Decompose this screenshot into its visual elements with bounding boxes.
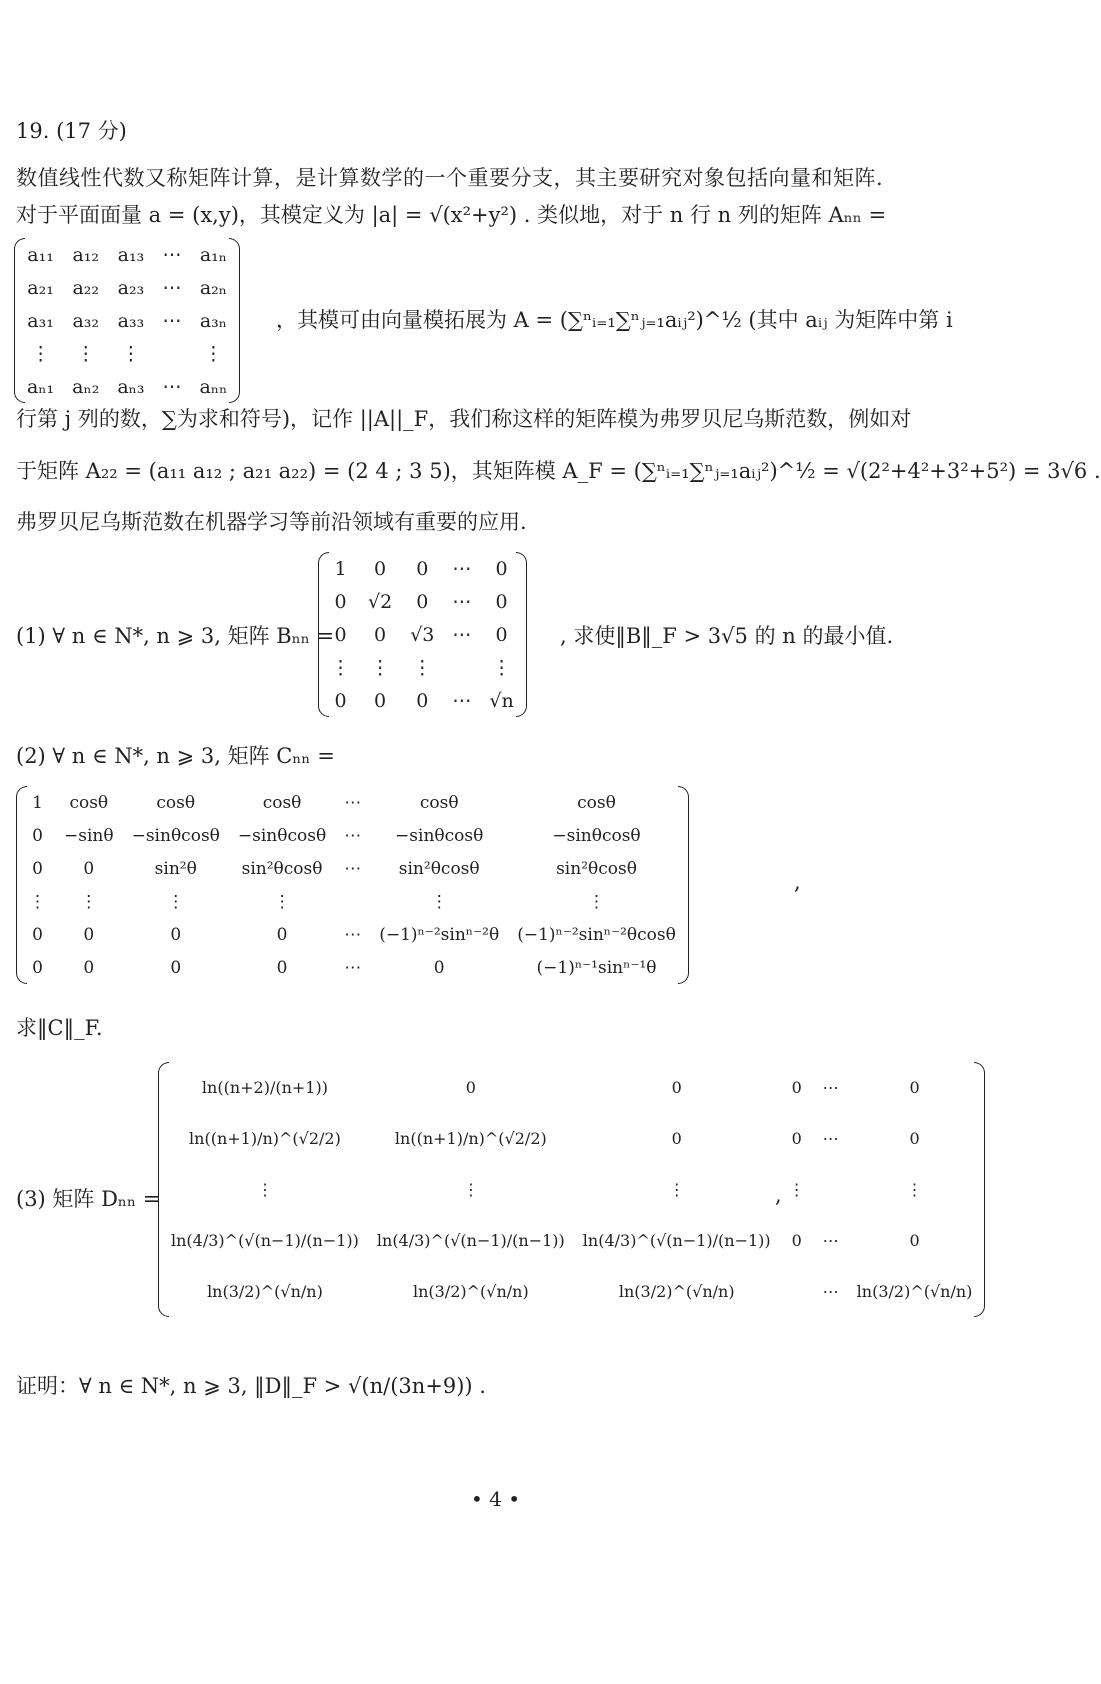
matrix-row <box>18 304 236 337</box>
matrix-cell: 0 <box>416 557 429 580</box>
matrix-cell: √2 <box>368 590 393 613</box>
matrix-cell: ln(4/3)^(√(n−1)/(n−1)) <box>582 1231 771 1250</box>
matrix-cell: sin²θ <box>154 858 197 879</box>
matrix-cell: cosθ <box>419 792 459 813</box>
matrix-cell: ln(4/3)^(√(n−1)/(n−1)) <box>171 1231 359 1250</box>
matrix-cell: ⋯ <box>822 1078 839 1097</box>
matrix-cell: 0 <box>32 957 43 978</box>
matrix-cell: a₂₃ <box>117 276 145 299</box>
matrix-a-table <box>18 238 236 403</box>
matrix-cell: ⋯ <box>162 375 182 398</box>
matrix-cell: −sinθ <box>64 825 114 846</box>
matrix-cell: ⋯ <box>822 1129 839 1148</box>
intro-line-5: 于矩阵 A₂₂ = (a₁₁ a₁₂ ; a₂₁ a₂₂) = (2 4 ; 3 5)，其矩阵模 A_F = (∑ⁿᵢ₌₁∑ⁿⱼ₌₁aᵢⱼ²)^½ = √(2²+4²+3²+5²) = 3√6 . <box>16 459 1101 483</box>
matrix-cell: −sinθcosθ <box>131 825 220 846</box>
matrix-row <box>162 1062 981 1113</box>
matrix-cell: a₃₂ <box>72 309 100 332</box>
matrix-cell: ⋯ <box>344 825 362 846</box>
matrix-cell: ⋮ <box>668 1180 685 1199</box>
matrix-row <box>20 885 685 918</box>
matrix-row <box>322 684 523 717</box>
matrix-cell: 0 <box>909 1078 920 1097</box>
matrix-row <box>20 951 685 984</box>
matrix-cell: 0 <box>32 924 43 945</box>
matrix-cell: cosθ <box>577 792 616 813</box>
matrix-cell: ln(4/3)^(√(n−1)/(n−1)) <box>376 1231 565 1250</box>
matrix-cell: √3 <box>410 623 435 646</box>
matrix-cell: 0 <box>495 590 508 613</box>
matrix-cell <box>814 1164 848 1215</box>
matrix-row <box>322 618 523 651</box>
matrix-cell: 0 <box>334 590 347 613</box>
matrix-cell: ⋯ <box>452 590 472 613</box>
matrix-row <box>18 370 236 403</box>
matrix-cell: ⋯ <box>822 1282 839 1301</box>
matrix-cell: 0 <box>334 689 347 712</box>
matrix-cell <box>443 651 480 684</box>
matrix-cell: a₁₂ <box>72 243 100 266</box>
matrix-b <box>322 552 523 717</box>
matrix-cell: ln(3/2)^(√n/n) <box>207 1282 323 1301</box>
matrix-cell <box>335 885 370 918</box>
page-number: • 4 • <box>470 1487 521 1511</box>
matrix-cell: ⋯ <box>344 957 362 978</box>
matrix-cell: ⋮ <box>788 1180 805 1199</box>
matrix-cell: 0 <box>791 1231 802 1250</box>
matrix-cell: ⋮ <box>256 1180 273 1199</box>
matrix-cell: ⋯ <box>452 557 472 580</box>
matrix-cell: sin²θcosθ <box>398 858 480 879</box>
matrix-cell: ⋮ <box>412 656 432 679</box>
matrix-cell: (−1)ⁿ⁻²sinⁿ⁻²θ <box>379 924 500 945</box>
matrix-cell: ⋮ <box>203 342 223 365</box>
matrix-cell: ⋮ <box>906 1180 923 1199</box>
matrix-cell: ⋯ <box>162 243 182 266</box>
matrix-row <box>20 918 685 951</box>
matrix-cell: ⋯ <box>452 689 472 712</box>
matrix-cell: 0 <box>416 689 429 712</box>
matrix-cell: 0 <box>374 689 387 712</box>
matrix-cell: 0 <box>495 557 508 580</box>
matrix-row <box>18 337 236 370</box>
matrix-cell: ⋮ <box>588 891 606 912</box>
matrix-cell: ⋯ <box>344 924 362 945</box>
matrix-cell: 0 <box>791 1129 802 1148</box>
problem-header: 19. (17 分) <box>16 119 127 143</box>
matrix-cell: 0 <box>83 924 95 945</box>
matrix-cell <box>780 1266 814 1317</box>
matrix-cell: 0 <box>374 557 387 580</box>
part1-prefix: (1) ∀ n ∈ N*, n ⩾ 3, 矩阵 Bₙₙ = <box>16 624 335 648</box>
matrix-cell <box>154 337 191 370</box>
matrix-cell: cosθ <box>69 792 109 813</box>
matrix-c-table <box>20 786 685 984</box>
intro-line-4: 行第 j 列的数，∑为求和符号)，记作 ||A||_F，我们称这样的矩阵模为弗罗贝尼乌斯范数，例如对 <box>16 407 912 431</box>
matrix-cell: 1 <box>32 792 43 813</box>
matrix-cell: ⋮ <box>430 891 448 912</box>
matrix-cell: 0 <box>334 623 347 646</box>
matrix-cell: (−1)ⁿ⁻¹sinⁿ⁻¹θ <box>536 957 657 978</box>
matrix-row <box>322 585 523 618</box>
matrix-cell: 0 <box>83 858 95 879</box>
matrix-cell: 0 <box>32 825 43 846</box>
matrix-cell: 0 <box>276 957 288 978</box>
matrix-cell: ⋮ <box>370 656 390 679</box>
matrix-row <box>322 651 523 684</box>
matrix-cell: 0 <box>909 1231 920 1250</box>
matrix-cell: a₂₁ <box>27 276 54 299</box>
matrix-cell: 1 <box>334 557 347 580</box>
matrix-cell: ln((n+1)/n)^(√2/2) <box>189 1129 341 1148</box>
matrix-cell: cosθ <box>262 792 302 813</box>
matrix-cell: ⋮ <box>80 891 98 912</box>
matrix-a <box>18 238 236 403</box>
matrix-cell: ⋯ <box>344 858 362 879</box>
intro-line-3: ，其模可由向量模拓展为 A = (∑ⁿᵢ₌₁∑ⁿⱼ₌₁aᵢⱼ²)^½ (其中 aᵢⱼ 为矩阵中第 i <box>276 308 953 332</box>
matrix-row <box>20 852 685 885</box>
matrix-cell: a₃₁ <box>27 309 54 332</box>
intro-line-1: 数值线性代数又称矩阵计算，是计算数学的一个重要分支，其主要研究对象包括向量和矩阵. <box>16 166 884 190</box>
matrix-row <box>162 1215 981 1266</box>
matrix-cell: ln(3/2)^(√n/n) <box>856 1282 973 1301</box>
matrix-cell: ⋮ <box>121 342 141 365</box>
matrix-cell: 0 <box>32 858 43 879</box>
matrix-cell: 0 <box>170 957 182 978</box>
matrix-cell: ⋮ <box>273 891 291 912</box>
matrix-d-table <box>162 1062 981 1317</box>
matrix-cell: ln(3/2)^(√n/n) <box>618 1282 735 1301</box>
matrix-cell: a₃ₙ <box>199 309 227 332</box>
matrix-cell: a₁₁ <box>27 243 54 266</box>
matrix-cell: 0 <box>671 1129 682 1148</box>
matrix-d <box>162 1062 981 1317</box>
matrix-cell: ⋯ <box>162 309 182 332</box>
matrix-row <box>18 238 236 271</box>
matrix-cell: ⋮ <box>167 891 185 912</box>
matrix-cell: sin²θcosθ <box>241 858 323 879</box>
matrix-cell: a₂₂ <box>72 276 100 299</box>
matrix-c <box>20 786 685 984</box>
matrix-cell: aₙₙ <box>199 375 228 398</box>
matrix-cell: ⋮ <box>31 342 51 365</box>
matrix-cell: √n <box>489 689 514 712</box>
matrix-row <box>322 552 523 585</box>
matrix-cell: 0 <box>276 924 288 945</box>
matrix-cell: aₙ₃ <box>117 375 145 398</box>
part3-prefix: (3) 矩阵 Dₙₙ = <box>16 1187 161 1211</box>
part2-comma: , <box>794 870 801 894</box>
matrix-cell: −sinθcosθ <box>237 825 327 846</box>
matrix-cell: ⋮ <box>492 656 512 679</box>
part1-suffix: , 求使‖B‖_F > 3√5 的 n 的最小值. <box>560 624 894 648</box>
intro-line-2: 对于平面面量 a = (x,y)，其模定义为 |a| = √(x²+y²) . 类似地，对于 n 行 n 列的矩阵 Aₙₙ = <box>16 203 887 227</box>
matrix-row <box>18 271 236 304</box>
matrix-cell: aₙ₁ <box>27 375 55 398</box>
matrix-row <box>162 1113 981 1164</box>
matrix-cell: ⋯ <box>162 276 182 299</box>
part2-ask: 求‖C‖_F. <box>16 1016 103 1040</box>
matrix-cell: 0 <box>465 1078 476 1097</box>
matrix-cell: a₂ₙ <box>199 276 227 299</box>
matrix-b-table <box>322 552 523 717</box>
matrix-cell: ln((n+1)/n)^(√2/2) <box>394 1129 547 1148</box>
matrix-cell: 0 <box>416 590 429 613</box>
matrix-cell: ⋯ <box>344 792 362 813</box>
matrix-cell: (−1)ⁿ⁻²sinⁿ⁻²θcosθ <box>517 924 676 945</box>
matrix-row <box>162 1164 981 1215</box>
matrix-cell: sin²θcosθ <box>556 858 637 879</box>
matrix-cell: cosθ <box>156 792 196 813</box>
matrix-cell: 0 <box>83 957 95 978</box>
matrix-row <box>20 819 685 852</box>
part2-prefix: (2) ∀ n ∈ N*, n ⩾ 3, 矩阵 Cₙₙ = <box>16 744 335 768</box>
matrix-cell: ⋮ <box>462 1180 479 1199</box>
intro-line-6: 弗罗贝尼乌斯范数在机器学习等前沿领域有重要的应用. <box>16 510 527 534</box>
matrix-cell: −sinθcosθ <box>395 825 484 846</box>
matrix-cell: 0 <box>433 957 445 978</box>
matrix-cell: aₙ₂ <box>72 375 100 398</box>
matrix-cell: ⋯ <box>822 1231 839 1250</box>
matrix-cell: a₃₃ <box>117 309 145 332</box>
matrix-cell: ⋮ <box>76 342 96 365</box>
matrix-cell: a₁ₙ <box>199 243 227 266</box>
part3-comma: , <box>775 1183 782 1207</box>
matrix-cell: a₁₃ <box>117 243 145 266</box>
matrix-cell: −sinθcosθ <box>552 825 641 846</box>
part3-proof: 证明：∀ n ∈ N*, n ⩾ 3, ‖D‖_F > √(n/(3n+9)) . <box>16 1374 486 1398</box>
matrix-cell: 0 <box>671 1078 682 1097</box>
matrix-row <box>162 1266 981 1317</box>
matrix-cell: ⋯ <box>452 623 472 646</box>
matrix-cell: 0 <box>374 623 387 646</box>
matrix-cell: ⋮ <box>331 656 350 679</box>
matrix-cell: 0 <box>495 623 508 646</box>
matrix-cell: 0 <box>791 1078 802 1097</box>
matrix-cell: ln((n+2)/(n+1)) <box>201 1078 328 1097</box>
matrix-cell: ln(3/2)^(√n/n) <box>412 1282 529 1301</box>
matrix-cell: 0 <box>909 1129 920 1148</box>
matrix-cell: 0 <box>170 924 182 945</box>
matrix-row <box>20 786 685 819</box>
matrix-cell: ⋮ <box>29 891 46 912</box>
